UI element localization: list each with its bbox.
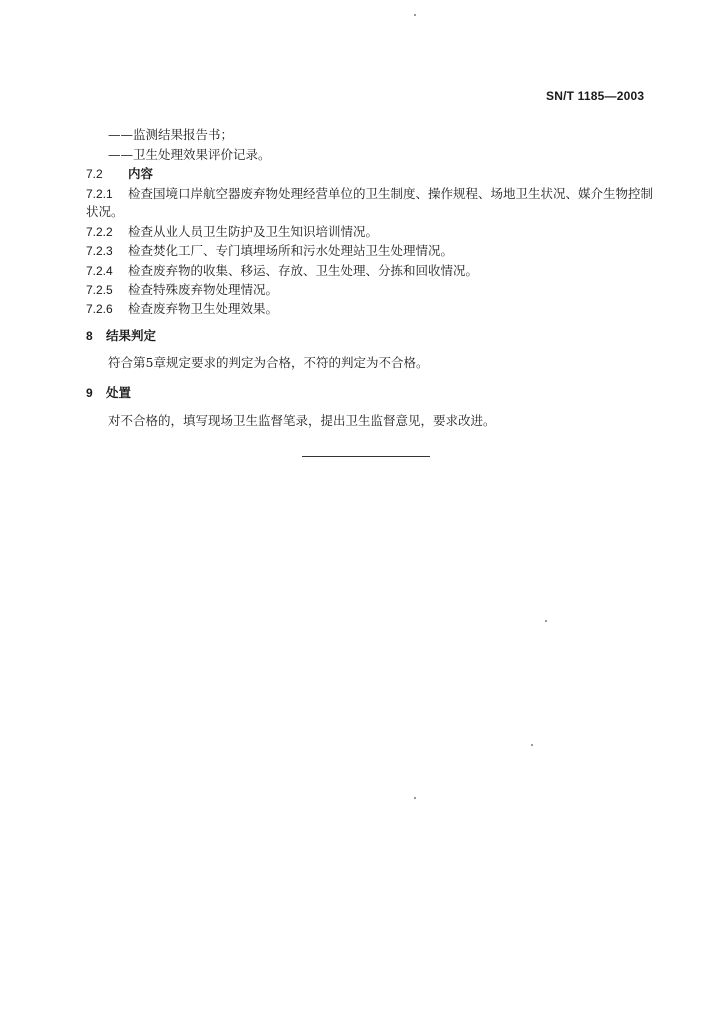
item-text: 检查国境口岸航空器废弃物处理经营单位的卫生制度、操作规程、场地卫生状况、媒介生物控制 [128, 186, 654, 201]
scan-speck [545, 620, 547, 622]
section-number: 8 [86, 329, 93, 343]
item-number: 7.2.6 [86, 302, 113, 316]
section-title: 内容 [128, 166, 154, 181]
scan-speck [531, 744, 533, 746]
scan-speck [414, 797, 416, 799]
item-number: 7.2.2 [86, 225, 113, 239]
item-number: 7.2.4 [86, 264, 113, 278]
item-7-2-3 [86, 241, 453, 259]
end-of-document-rule [302, 456, 430, 457]
item-text: 检查焚化工厂、专门填埋场所和污水处理站卫生处理情况。 [128, 243, 454, 258]
list-item-report: ——监测结果报告书； [108, 127, 234, 142]
item-number: 7.2.5 [86, 283, 113, 297]
section-title: 结果判定 [106, 328, 157, 343]
section-title: 处置 [106, 385, 132, 400]
item-7-2-2 [86, 222, 378, 240]
item-7-2-5 [86, 280, 278, 298]
item-7-2-4 [86, 261, 478, 279]
list-item-evaluation-record: ——卫生处理效果评价记录。 [108, 147, 271, 162]
section-number: 9 [86, 386, 93, 400]
item-number: 7.2.3 [86, 244, 113, 258]
section-9-body: 对不合格的，填写现场卫生监督笔录，提出卫生监督意见，要求改进。 [108, 413, 496, 428]
standard-code: SN/T 1185—2003 [546, 89, 645, 103]
item-number: 7.2.1 [86, 187, 113, 201]
section-7-2-heading [86, 164, 153, 182]
item-text: 检查废弃物卫生处理效果。 [128, 301, 279, 316]
item-text: 检查废弃物的收集、移运、存放、卫生处理、分拣和回收情况。 [128, 263, 479, 278]
item-7-2-1 [86, 184, 653, 202]
section-8-heading [86, 326, 156, 344]
section-9-heading [86, 383, 131, 401]
scan-speck [414, 14, 416, 16]
item-7-2-1-continuation: 状况。 [86, 204, 124, 219]
item-7-2-6 [86, 299, 278, 317]
item-text: 检查从业人员卫生防护及卫生知识培训情况。 [128, 224, 379, 239]
section-number: 7.2 [86, 167, 103, 181]
item-text: 检查特殊废弃物处理情况。 [128, 282, 279, 297]
section-8-body: 符合第5章规定要求的判定为合格，不符的判定为不合格。 [108, 355, 429, 370]
